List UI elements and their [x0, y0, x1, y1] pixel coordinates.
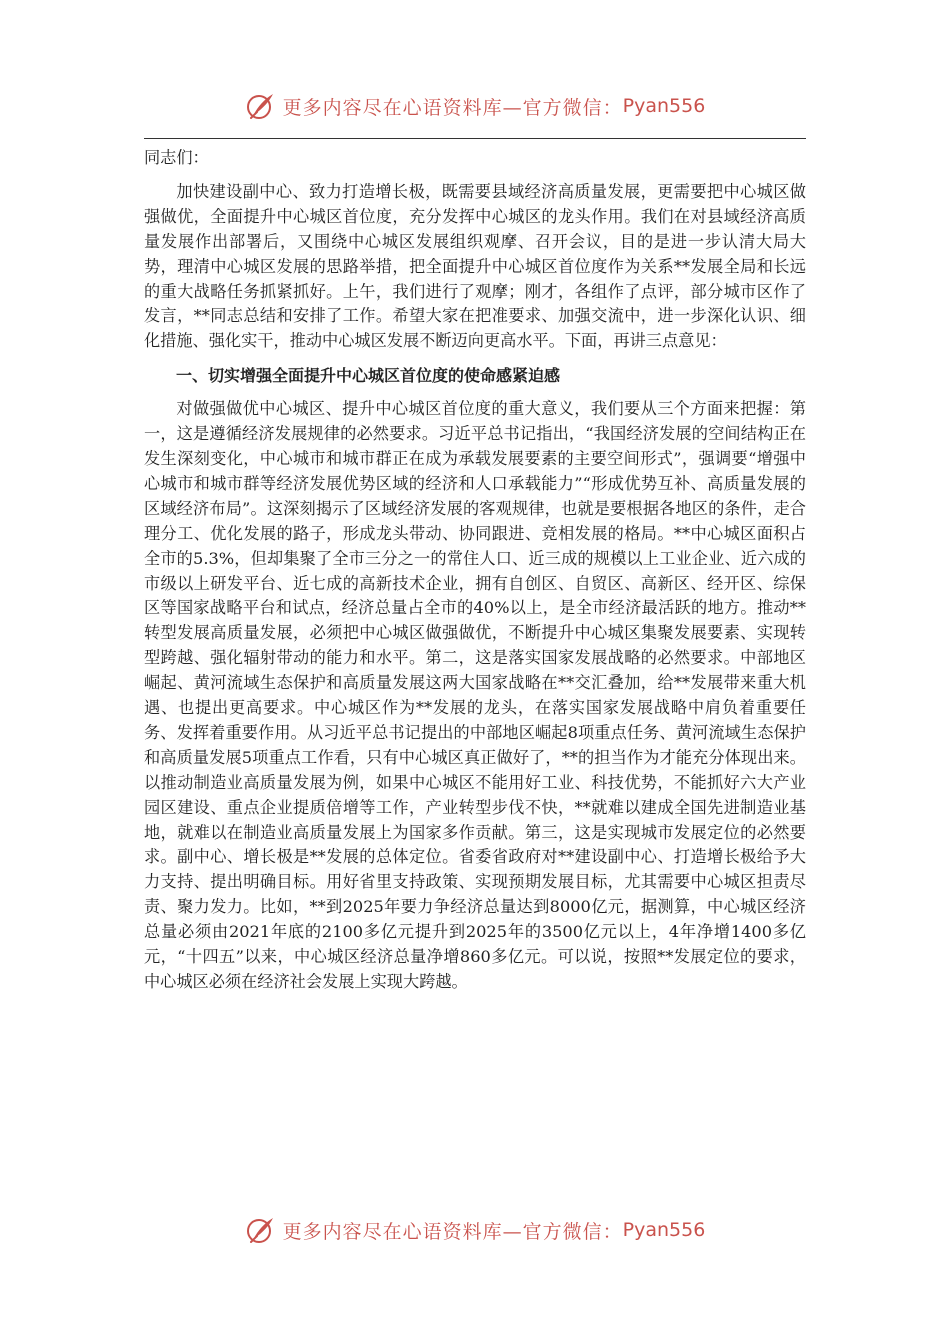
header-divider — [144, 138, 806, 139]
quill-feather-icon — [245, 90, 277, 122]
header-wechat-id: Pyan556 — [622, 95, 706, 117]
footer-wechat-id: Pyan556 — [622, 1219, 706, 1241]
header-banner-text: 更多内容尽在心语资料库—官方微信： — [282, 96, 623, 119]
section-paragraph: 对做强做优中心城区、提升中心城区首位度的重大意义，我们要从三个方面来把握：第一，这是遵循经济发展规律的必然要求。习近平总书记指出，“我国经济发展的空间结构正在发生深刻变化，中心城市和城市群正在成为承载发展要素的主要空间形式”，强调要“增强中心城市和城市群等经济发展优势区域的经济和人口承载能力”“形成优势互补、高质量发展的区域经济布局”。这深刻揭示了区域经济发展的客观规律，也就是要根据各地区的条件，走合理分工、优化发展的路子，形成龙头带动、协同跟进、竞相发展的格局。**中心城区面积占全市的5.3%，但却集聚了全市三分之一的常住人口、近三成的规模以上工业企业、近六成的市级以上研发平台、近七成的高新技术企业，拥有自创区、自贸区、高新区、经开区、综保区等国家战略平台和试点，经济总量占全市的40%以上，是全市经济最活跃的地方。推动**转型发展高质量发展，必须把中心城区做强做优，不断提升中心城区集聚发展要素、实现转型跨越、强化辐射带动的能力和水平。第二，这是落实国家发展战略的必然要求。中部地区崛起、黄河流域生态保护和高质量发展这两大国家战略在**交汇叠加，给**发展带来重大机遇、也提出更高要求。中心城区作为**发展的龙头，在落实国家发展战略中肩负着重要任务、发挥着重要作用。从习近平总书记提出的中部地区崛起8项重点任务、黄河流域生态保护和高质量发展5项重点工作看，只有中心城区真正做好了，**的担当作为才能充分体现出来。以推动制造业高质量发展为例，如果中心城区不能用好工业、科技优势，不能抓好六大产业园区建设、重点企业提质倍增等工作，产业转型步伐不快，**就难以建成全国先进制造业基地，就难以在制造业高质量发展上为国家多作贡献。第三，这是实现城市发展定位的必然要求。副中心、增长极是**发展的总体定位。省委省政府对**建设副中心、打造增长极给予大力支持、提出明确目标。用好省里支持政策、实现预期发展目标，尤其需要中心城区担责尽责、聚力发力。比如，**到2025年要力争经济总量达到8000亿元，据测算，中心城区经济总量必须由2021年底的2100多亿元提升到2025年的3500亿元以上，4年净增1400多亿元，“十四五”以来，中心城区经济总量净增860多亿元。可以说，按照**发展定位的要求，中心城区必须在经济社会发展上实现大跨越。 — [144, 399, 806, 991]
document-body — [144, 146, 806, 995]
section-heading: 一、切实增强全面提升中心城区首位度的使命感紧迫感 — [176, 366, 561, 386]
footer-banner — [0, 1210, 950, 1250]
quill-feather-icon — [245, 1214, 277, 1246]
header-banner — [0, 86, 950, 126]
footer-banner-text: 更多内容尽在心语资料库—官方微信： — [282, 1220, 623, 1243]
salutation: 同志们： — [144, 148, 209, 167]
intro-paragraph: 加快建设副中心、致力打造增长极，既需要县域经济高质量发展，更需要把中心城区做强做优，全面提升中心城区首位度，充分发挥中心城区的龙头作用。我们在对县域经济高质量发展作出部署后，又围绕中心城区发展组织观摩、召开会议，目的是进一步认清大局大势，理清中心城区发展的思路举措，把全面提升中心城区首位度作为关系**发展全局和长远的重大战略任务抓紧抓好。上午，我们进行了观摩；刚才，各组作了点评，部分城市区作了发言，**同志总结和安排了工作。希望大家在把准要求、加强交流中，进一步深化认识、细化措施、强化实干，推动中心城区发展不断迈向更高水平。下面，再讲三点意见： — [144, 181, 806, 351]
